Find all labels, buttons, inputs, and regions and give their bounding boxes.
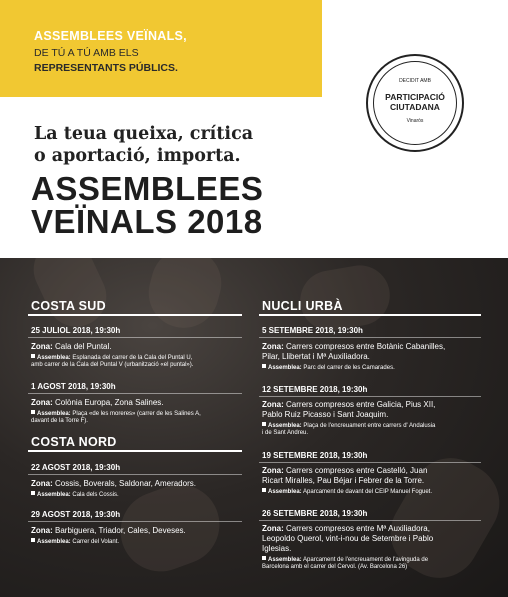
event-zone-cont: Ricart Miralles, Pau Béjar i Febrer de la Torre. — [262, 476, 425, 485]
event-divider — [259, 462, 481, 463]
event-assembly: Assemblea: Cala dels Cossis. — [31, 491, 119, 500]
event-assembly: Assemblea: Carrer del Volant. — [31, 538, 119, 547]
header-line-2: DE TÚ A TÚ AMB ELS — [34, 47, 139, 59]
event-divider — [259, 337, 481, 338]
event-assembly: Assemblea: Parc del carrer de les Camarades. — [262, 364, 395, 373]
section-rule — [28, 450, 242, 452]
event-assembly-cont: amb carrer de la Cala del Puntal V (urbanització «el puntal»). — [31, 362, 194, 368]
event-assembly: Assemblea: Plaça de l'encreuament entre carrers d' Andalusia — [262, 422, 435, 431]
tagline-line-1: La teua queixa, crítica — [34, 124, 254, 144]
schedule-section — [0, 258, 508, 597]
event-zone: Zona: Carrers compresos entre Castelló, Juan — [262, 466, 428, 475]
event-zone-cont: Pilar, Llibertat i Mª Auxiliadora. — [262, 352, 370, 361]
event-zone-cont: Leopoldo Querol, vint-i-nou de Setembre i Pablo — [262, 534, 434, 543]
event-divider — [28, 337, 242, 338]
event-date: 1 AGOST 2018, 19:30h — [31, 382, 116, 391]
event-date: 5 SETEMBRE 2018, 19:30h — [262, 326, 363, 335]
background-hand-shape — [141, 258, 229, 336]
town-logo: Vinaròs — [406, 118, 424, 124]
bullet-icon — [262, 364, 266, 368]
header-banner — [0, 0, 322, 97]
event-assembly: Assemblea: Aparcament de davant del CEIP Manuel Foguet. — [262, 488, 432, 497]
badge-main-line-2: CIUTADANA — [390, 102, 440, 112]
costa-nord-title: COSTA NORD — [31, 435, 117, 449]
top-section — [0, 0, 508, 258]
background-hand-shape — [295, 261, 394, 336]
event-zone-cont: Pablo Ruiz Picasso i Sant Joaquim. — [262, 410, 389, 419]
section-rule — [259, 314, 481, 316]
event-divider — [259, 520, 481, 521]
event-divider — [28, 521, 242, 522]
event-date: 26 SETEMBRE 2018, 19:30h — [262, 509, 368, 518]
event-zone-cont: Iglesias. — [262, 544, 292, 553]
bullet-icon — [31, 491, 35, 495]
participation-badge — [366, 54, 464, 152]
bullet-icon — [262, 422, 266, 426]
event-zone: Zona: Cossis, Boverals, Saldonar, Ameradors. — [31, 479, 196, 488]
bullet-icon — [31, 354, 35, 358]
event-assembly-cont: Barcelona amb el carrer del Cervol. (Av. Barcelona 26) — [262, 564, 408, 570]
event-date: 29 AGOST 2018, 19:30h — [31, 510, 121, 519]
event-divider — [28, 393, 242, 394]
main-title-line-1: ASSEMBLEES — [31, 170, 264, 207]
event-zone: Zona: Colònia Europa, Zona Salines. — [31, 398, 164, 407]
bullet-icon — [262, 488, 266, 492]
header-line-3: REPRESENTANTS PÚBLICS. — [34, 62, 178, 74]
event-date: 12 SETEMBRE 2018, 19:30h — [262, 385, 368, 394]
event-zone: Zona: Carrers compresos entre Galicia, Pius XII, — [262, 400, 436, 409]
main-title-line-2: VEÏNALS 2018 — [31, 203, 263, 240]
event-assembly-cont: i de Sant Andreu. — [262, 430, 309, 436]
event-assembly: Assemblea: Plaça «de les moreres» (carrer de les Salines A, — [31, 410, 201, 419]
badge-small-text: DECIDIT AMB — [399, 78, 431, 84]
event-divider — [28, 474, 242, 475]
badge-main-text — [368, 92, 462, 112]
event-zone: Zona: Cala del Puntal. — [31, 342, 112, 351]
section-rule — [28, 314, 242, 316]
event-date: 19 SETEMBRE 2018, 19:30h — [262, 451, 368, 460]
tagline-line-2: o aportació, importa. — [34, 146, 241, 166]
costa-sud-heading: COSTA SUD — [31, 299, 106, 313]
event-divider — [259, 396, 481, 397]
bullet-icon — [262, 556, 266, 560]
badge-main-line-1: PARTICIPACIÓ — [385, 92, 445, 102]
event-date: 25 JULIOL 2018, 19:30h — [31, 326, 121, 335]
event-zone: Zona: Carrers compresos entre Botànic Cabanilles, — [262, 342, 446, 351]
bullet-icon — [31, 410, 35, 414]
event-zone: Zona: Carrers compresos entre Mª Auxiliadora, — [262, 524, 430, 533]
event-date: 22 AGOST 2018, 19:30h — [31, 463, 121, 472]
event-assembly: Assemblea: Aparcament de l'encreuament de l'avinguda de — [262, 556, 428, 565]
background-hand-shape — [24, 258, 116, 336]
event-assembly: Assemblea: Esplanada del carrer de la Cala del Puntal U, — [31, 354, 192, 363]
event-assembly-cont: davant de la Torre F). — [31, 418, 88, 424]
event-zone: Zona: Barbiguera, Triador, Cales, Deveses. — [31, 526, 186, 535]
bullet-icon — [31, 538, 35, 542]
header-line-1: ASSEMBLEES VEÏNALS, — [34, 29, 187, 43]
nucli-urba-heading: NUCLI URBÀ — [262, 299, 343, 313]
